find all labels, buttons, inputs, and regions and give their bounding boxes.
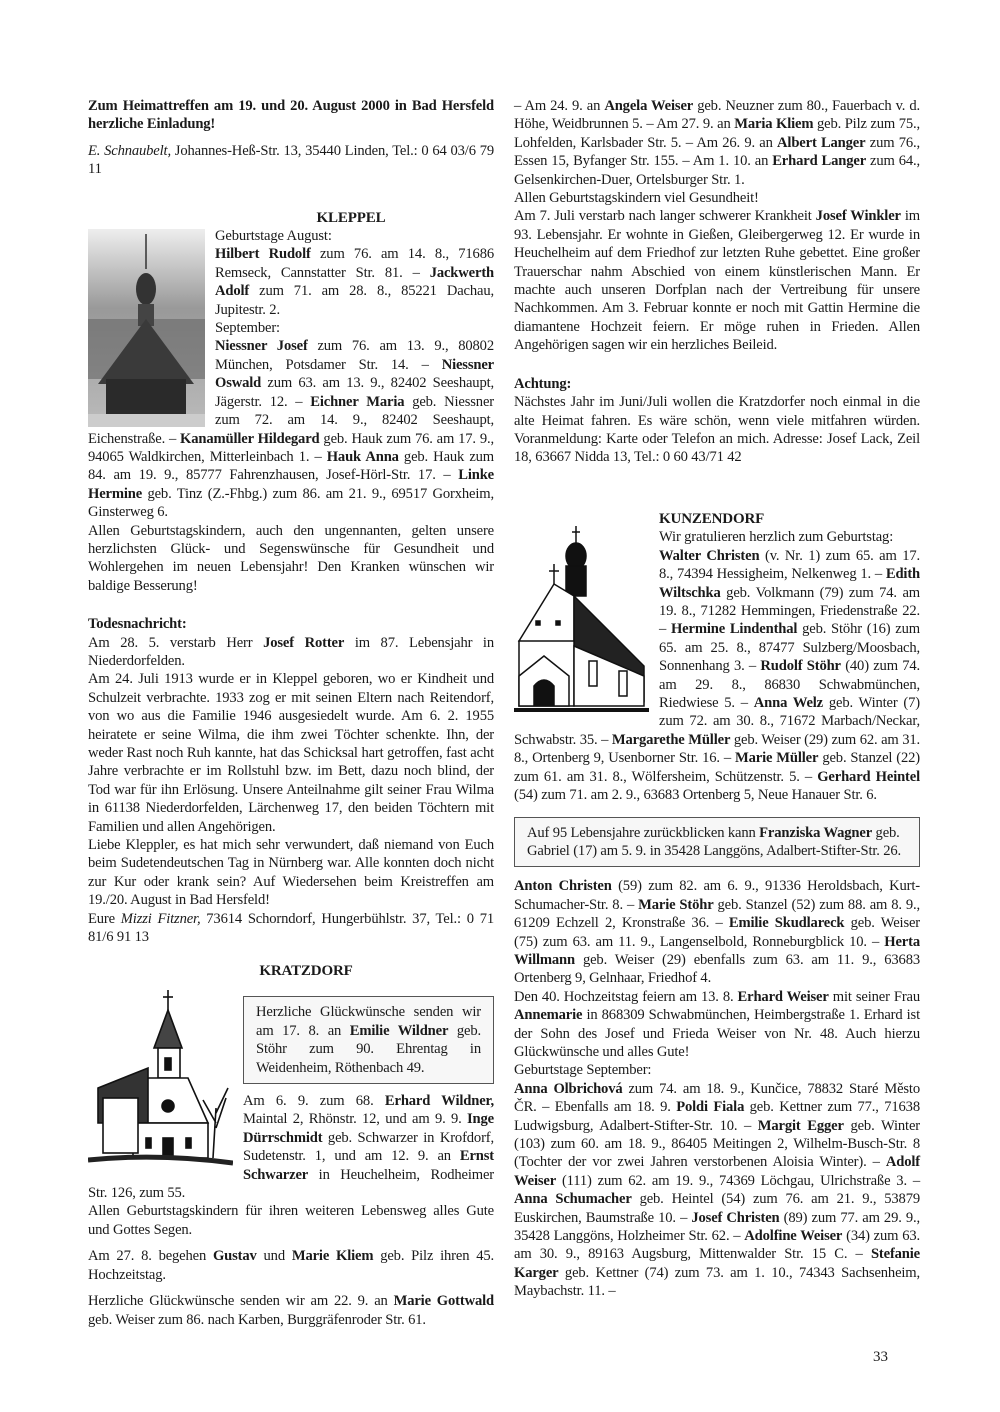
text-run: – Am 24. 9. an xyxy=(514,98,605,114)
text-run: geb. Hauk zum 76. am 17. 9., 94065 Waldkirchen, Mitterleinbach 1. – xyxy=(88,430,494,465)
name-highlight: Rudolf Stöhr xyxy=(760,658,841,675)
text-run: Am 28. 5. verstarb Herr xyxy=(88,634,264,651)
text-run: Allen Geburtstagskindern viel Gesundheit! xyxy=(514,190,759,207)
kratzdorf-box-text xyxy=(256,1003,481,1077)
name-highlight: Stefanie Karger xyxy=(514,1246,920,1281)
kunzendorf-church-drawing xyxy=(514,526,649,716)
text-run: Allen Geburtstagskindern für ihren weiteren Lebensweg alles Gute und Gottes Segen. xyxy=(88,1203,494,1238)
name-highlight: Hauk Anna xyxy=(326,448,399,465)
text-run: (v. Nr. 1) zum 65. am 17. 8., 74394 Hessigheim, Nelkenweg 1. – xyxy=(659,547,920,583)
name-highlight: Anna Olbrichová xyxy=(514,1080,623,1097)
text-run: geb. Neuzner zum 80., Fauerbach v. d. Höhe, Weidbrunnen 5. – Am 27. 9. an xyxy=(514,98,921,133)
text-run: Auf 95 Lebensjahre zurückblicken kann xyxy=(527,824,760,841)
text-run: zum 63. am 13. 9., 82402 Seeshaupt, Jägerstr. 12. – xyxy=(215,375,494,410)
name-highlight: Emilie Wildner xyxy=(349,1022,449,1039)
name-highlight: Maria Kliem xyxy=(734,116,814,133)
text-run: geb. Hauk zum 84. am 19. 9., 85777 Fahrenzhausen, Josef-Hörl-Str. 17. – xyxy=(88,448,494,484)
name-highlight: Jackwerth Adolf xyxy=(215,264,494,300)
kleppel-chapel-photo xyxy=(88,229,205,427)
text-run: zum 76. am 14. 8., 71686 Remseck, Cannstatter Str. 81. – xyxy=(215,246,494,281)
kratzdorf-section xyxy=(88,962,494,1329)
name-highlight: Franziska Wagner xyxy=(759,824,873,841)
text-run: geb. Stöhr zum 90. Ehrentag in Weidenheim, Röthenbach 49. xyxy=(256,1022,481,1076)
name-highlight: Adolf Weiser xyxy=(514,1154,920,1189)
text-run: Den 40. Hochzeitstag feiern am 13. 8. xyxy=(514,988,738,1005)
kunzendorf-birthdays-september xyxy=(514,1080,920,1301)
kunzendorf-birthdays-2 xyxy=(514,877,920,987)
text-run: zum 74. am 18. 9., Kunčice, 78832 Staré Město ČR. – Ebenfalls am 18. 9. xyxy=(514,1080,920,1116)
kunzendorf-anniversary xyxy=(514,988,920,1062)
name-highlight: Albert Langer xyxy=(777,134,866,151)
kunzendorf-birthdays-september-label xyxy=(514,1061,920,1079)
text-run: und xyxy=(256,1248,292,1265)
text-run: Am 24. Juli 1913 wurde er in Kleppel geboren, wo er Kindheit und Schulzeit verbrachte. 1933 zog er mit seinen Eltern nach Reitendorf, von wo aus die Familie 1946 ausgesiedelt wurde. Am 6. 2. 1955 heiratete er seine Wilma, die ihm zwei Töchter schenkte. Ihn, der weder Rast noch Ruh kannte, hat das Schicksal hart getroffen, fast acht Jahre verbrachte er im Rollstuhl bzw. im Bett, dazu noch blind, der Tod war für ihn Erlösung. Unsere Anteilnahme gilt seiner Frau Wilma in 61138 Niederdorfelden, Lärchenweg 17, den beiden Töchtern mit Familien und allen Angehörigen. xyxy=(88,671,494,835)
kratzdorf-church-drawing xyxy=(88,988,233,1168)
text-run: geb. Niessner zum 72. am 14. 9., 82402 Seeshaupt, Eichenstraße. – xyxy=(88,393,494,447)
page-number: 33 xyxy=(873,1349,888,1365)
text-run: geb. Stanzel (22) zum 61. am 31. 8., Wölfersheim, Schützenstr. 5. – xyxy=(514,750,921,785)
obituary-intro xyxy=(88,634,494,671)
attention-heading: Achtung: xyxy=(514,375,572,392)
text-run: (34) zum 63. am 30. 9., 89163 Augsburg, Mittenwalder Str. 15 C. – xyxy=(514,1228,920,1263)
left-column xyxy=(88,97,494,946)
text-run: geb. Weiser zum 86. nach Karben, Burggräfenroder Str. 61. xyxy=(88,1311,426,1328)
right-column xyxy=(514,97,920,467)
name-highlight: Niessner Josef xyxy=(215,338,308,355)
text-run: zum 76., Essen 15, Byfanger Str. 155. – Am 1. 10. an xyxy=(514,134,921,170)
text-run: im 87. Lebensjahr in Niederdorfelden. xyxy=(88,634,494,669)
text-run: (54) zum 71. am 2. 9., 63683 Ortenberg 5, Neue Hanauer Str. 6. xyxy=(514,787,877,804)
name-highlight: Margarethe Müller xyxy=(611,731,731,748)
text-run: Am 6. 9. zum 68. xyxy=(243,1093,385,1110)
name-highlight: Hermine Lindenthal xyxy=(670,621,798,638)
text-run: in 868309 Schwabmünchen, Heimbergstraße 1. Erhard ist der Sohn des Josef und Frieda Weiser von Nr. 48. Auch hierzu Glückwünsche und alles Gute! xyxy=(514,1007,920,1060)
name-highlight: Niessner Oswald xyxy=(215,356,494,392)
name-highlight: Marie Stöhr xyxy=(638,896,714,913)
name-highlight: Josef Winkler xyxy=(815,208,901,225)
kleppel-letter xyxy=(88,836,494,910)
text-run: geb. Pilz ihren 45. Hochzeitstag. xyxy=(88,1248,494,1283)
section-heading-kunzendorf: KUNZENDORF xyxy=(659,511,765,527)
text-run: Allen Geburtstagskindern, auch den ungennanten, gelten unsere herzlichsten Glück- und Segenswünsche für Gesundheit und Wohlergehen im neuen Lebensjahr! Den Kranken wünschen wir baldige Besserung! xyxy=(88,522,494,594)
name-highlight: Kanamüller Hildegard xyxy=(180,430,320,447)
kratzdorf-wishes xyxy=(88,1202,494,1239)
invitation-signature xyxy=(88,142,494,179)
text-run: geb. Schwarzer in Krofdorf, Sudetenstr. 1, und am 12. 9. an xyxy=(243,1129,494,1165)
name-highlight: Ernst Schwarzer xyxy=(243,1148,494,1183)
kunzendorf-box-text xyxy=(527,824,907,861)
name-highlight: Inge Dürrschmidt xyxy=(243,1111,494,1146)
text-run: Geburtstage August: xyxy=(215,228,332,245)
text-run: Mizzi Fitzner, xyxy=(120,910,201,927)
name-highlight: Edith Wiltschka xyxy=(659,566,920,601)
name-highlight: Annemarie xyxy=(514,1007,583,1024)
text-run: zum 64., Gelsenkirchen-Duer, Ortelsburger Str. 1. xyxy=(514,153,921,188)
name-highlight: Anna Welz xyxy=(753,695,824,712)
text-run: Herzliche Glückwünsche senden wir am 22. 9. an xyxy=(88,1293,394,1310)
text-run: geb. Kettner zum 77., 71638 Ludwigsburg, Adalbert-Stifter-Str. 10. – xyxy=(514,1099,920,1134)
text-run: 73614 Schorndorf, Hungerbühlstr. 37, Tel.: 0 71 81/6 91 13 xyxy=(88,910,494,946)
text-run: geb. Tinz (Z.-Fhbg.) zum 86. am 21. 9., 69517 Gorxheim, Ginsterweg 6. xyxy=(88,485,494,521)
name-highlight: Josef Rotter xyxy=(263,634,345,651)
name-highlight: Adolfine Weiser xyxy=(744,1228,843,1245)
text-run: Eure xyxy=(88,910,121,927)
name-highlight: Herta Willmann xyxy=(514,933,920,968)
text-run: (40) zum 74. am 29. 8., 86830 Schwabmünchen, Riedwiese 5. – xyxy=(659,658,920,712)
text-run: geb. Winter (7) zum 72. am 30. 8., 71672 Marbach/Neckar, Schwabstr. 35. – xyxy=(514,695,920,748)
text-run: in Heuchelheim, Rodheimer Str. 126, zum 55. xyxy=(88,1166,494,1202)
obituary-body xyxy=(88,670,494,836)
text-run: (111) zum 62. am 19. 9., 74369 Löchgau, Ulrichstraße 3. – xyxy=(556,1172,920,1189)
text-run: E. Schnaubelt, xyxy=(88,142,171,159)
name-highlight: Anna Schumacher xyxy=(514,1191,632,1208)
text-run: zum 71. am 28. 8., 85221 Dachau, Jupitestr. 2. xyxy=(215,283,494,318)
name-highlight: Poldi Fiala xyxy=(676,1099,745,1116)
winkler-obituary xyxy=(514,207,920,354)
text-run: geb. Heintel (54) zum 76. am 21. 9., 53879 Euskirchen, Baumstraße 10. – xyxy=(514,1191,920,1226)
text-run: Nächstes Jahr im Juni/Juli wollen die Kratzdorfer noch einmal in die alte Heimat fahren. Es wäre schön, wenn viele mitfahren würden. Voranmeldung: Karte oder Telefon an mich. Adresse: Josef Lack, Zeil 18, 63667 Nidda 13, Tel.: 0 60 43/71 42 xyxy=(514,394,920,466)
text-run: im 93. Lebensjahr. Er wohnte in Gießen, Gleibergerweg 12. Er wurde in Heuchelheim auf dem Friedhof zur letzten Ruhe gebettet. Eine großer Trauerschar nahm Abschied von einem künstlerischen Mann. Er machte auch unseren Dorfplan nach der Vertreibung für unsere Nachkommen. Am 3. Februar konnte er noch mit Gattin Hermine die diamantene Hochzeit feiern. Er möge ruhen in Frieden. Allen Angehörigen sagen wir ein herzliches Beileid. xyxy=(514,208,921,354)
kratzdorf-wishes-2 xyxy=(514,189,920,207)
invitation-title: Zum Heimattreffen am 19. und 20. August 2000 in Bad Hersfeld herzliche Einladung! xyxy=(88,98,494,133)
kratzdorf-birthdays-continued xyxy=(514,97,920,189)
name-highlight: Walter Christen xyxy=(659,547,760,564)
name-highlight: Josef Christen xyxy=(691,1209,780,1226)
obituary-heading: Todesnachricht: xyxy=(88,616,187,633)
text-run: mit seiner Frau xyxy=(828,988,920,1005)
name-highlight: Anton Christen xyxy=(514,878,612,895)
kleppel-signature xyxy=(88,910,494,947)
text-run: Johannes-Heß-Str. 13, 35440 Linden, Tel.: 0 64 03/6 79 11 xyxy=(88,142,494,178)
text-run: Am 7. Juli verstarb nach langer schwerer Krankheit xyxy=(514,208,816,225)
text-run: Geburtstage September: xyxy=(514,1062,652,1079)
kratzdorf-anniversary xyxy=(88,1247,494,1284)
kunzendorf-section xyxy=(514,510,920,1301)
text-run: geb. Volkmann (79) zum 74. am 19. 8., 71282 Hemmingen, Friedenstraße 22. – xyxy=(659,584,920,638)
kratzdorf-gottwald xyxy=(88,1292,494,1329)
name-highlight: Erhard Wildner, xyxy=(384,1093,495,1110)
name-highlight: Emilie Skudlareck xyxy=(728,915,845,932)
text-run: geb. Winter (103) zum 60. am 18. 9., 86405 Meitingen 2, Wilhelm-Busch-Str. 8 (Tochter der vor zwei Jahren verstorbenen Aloisia Winter). – xyxy=(514,1117,920,1171)
text-run: geb. Weiser (29) zum 62. am 31. 8., Ortenberg 9, Usenborner Str. 16. – xyxy=(514,731,920,767)
name-highlight: Angela Weiser xyxy=(604,98,694,114)
text-run: geb. Stanzel (52) zum 88. am 8. 9., 61209 Echzell 2, Kronstraße 36. – xyxy=(514,896,921,932)
kunzendorf-highlight-box xyxy=(514,817,920,868)
text-run: (89) zum 77. am 29. 9., 35428 Langgöns, Holzheimer Str. 62. – xyxy=(514,1209,920,1245)
kleppel-greeting xyxy=(88,522,494,596)
name-highlight: Marie Kliem xyxy=(291,1248,374,1265)
kratzdorf-greeting-box xyxy=(243,996,494,1084)
text-run: (59) zum 82. am 6. 9., 91336 Heroldsbach, Kurt-Schumacher-Str. 8. – xyxy=(514,878,920,913)
name-highlight: Erhard Langer xyxy=(772,153,867,170)
text-run: geb. Pilz zum 75., Lohfelden, Karlsbader Str. 5. – Am 26. 9. an xyxy=(514,116,920,151)
text-run: geb. Stöhr (16) zum 65. am 25. 8., 87477 Sulzberg/Moosbach, Sonnenhang 3. – xyxy=(659,621,920,675)
text-run: geb. Kettner (74) zum 73. am 1. 10., 74343 Sachsenheim, Maybachstr. 11. – xyxy=(514,1264,920,1300)
text-run: Maintal 2, Rhönstr. 12, und am 9. 9. xyxy=(243,1111,468,1128)
name-highlight: Margit Egger xyxy=(757,1117,844,1134)
text-run: Am 27. 8. begehen xyxy=(88,1248,213,1265)
text-run: geb. Weiser (75) zum 63. am 11. 9., Langenselbold, Ronneburgblick 10. – xyxy=(514,915,921,950)
section-heading-kleppel: KLEPPEL xyxy=(316,209,386,226)
section-heading-kratzdorf: KRATZDORF xyxy=(259,963,353,979)
name-highlight: Marie Müller xyxy=(734,750,819,767)
text-run: geb. Gabriel (17) am 5. 9. in 35428 Langgöns, Adalbert-Stifter-Str. 26. xyxy=(527,824,902,859)
text-run: Liebe Kleppler, es hat mich sehr verwundert, daß niemand von Euch beim Sudetendeutschen Tag in Nürnberg war. Alle konnten doch nicht zur Kur oder krank sein? Auf Wiedersehen beim Kreistreffen am 19./20. August in Bad Hersfeld! xyxy=(88,837,494,909)
text-run: Herzliche Glückwünsche senden wir am 17. 8. an xyxy=(256,1004,481,1039)
name-highlight: Hilbert Rudolf xyxy=(215,246,311,263)
name-highlight: Eichner Maria xyxy=(310,393,405,410)
text-run: geb. Weiser (29) ebenfalls zum 63. am 11. 9., 63683 Ortenberg 9, Gelnhaar, Friedhof 4. xyxy=(514,951,920,987)
text-run: Wir gratulieren herzlich zum Geburtstag: xyxy=(659,529,894,546)
name-highlight: Erhard Weiser xyxy=(737,988,829,1005)
text-run: September: xyxy=(215,320,280,337)
text-run: zum 76. am 13. 9., 80802 München, Potsdamer Str. 14. – xyxy=(215,338,494,373)
name-highlight: Gerhard Heintel xyxy=(817,768,921,785)
name-highlight: Marie Gottwald xyxy=(393,1293,494,1310)
name-highlight: Gustav xyxy=(212,1248,257,1265)
name-highlight: Linke Hermine xyxy=(88,467,494,502)
attention-text xyxy=(514,393,920,467)
